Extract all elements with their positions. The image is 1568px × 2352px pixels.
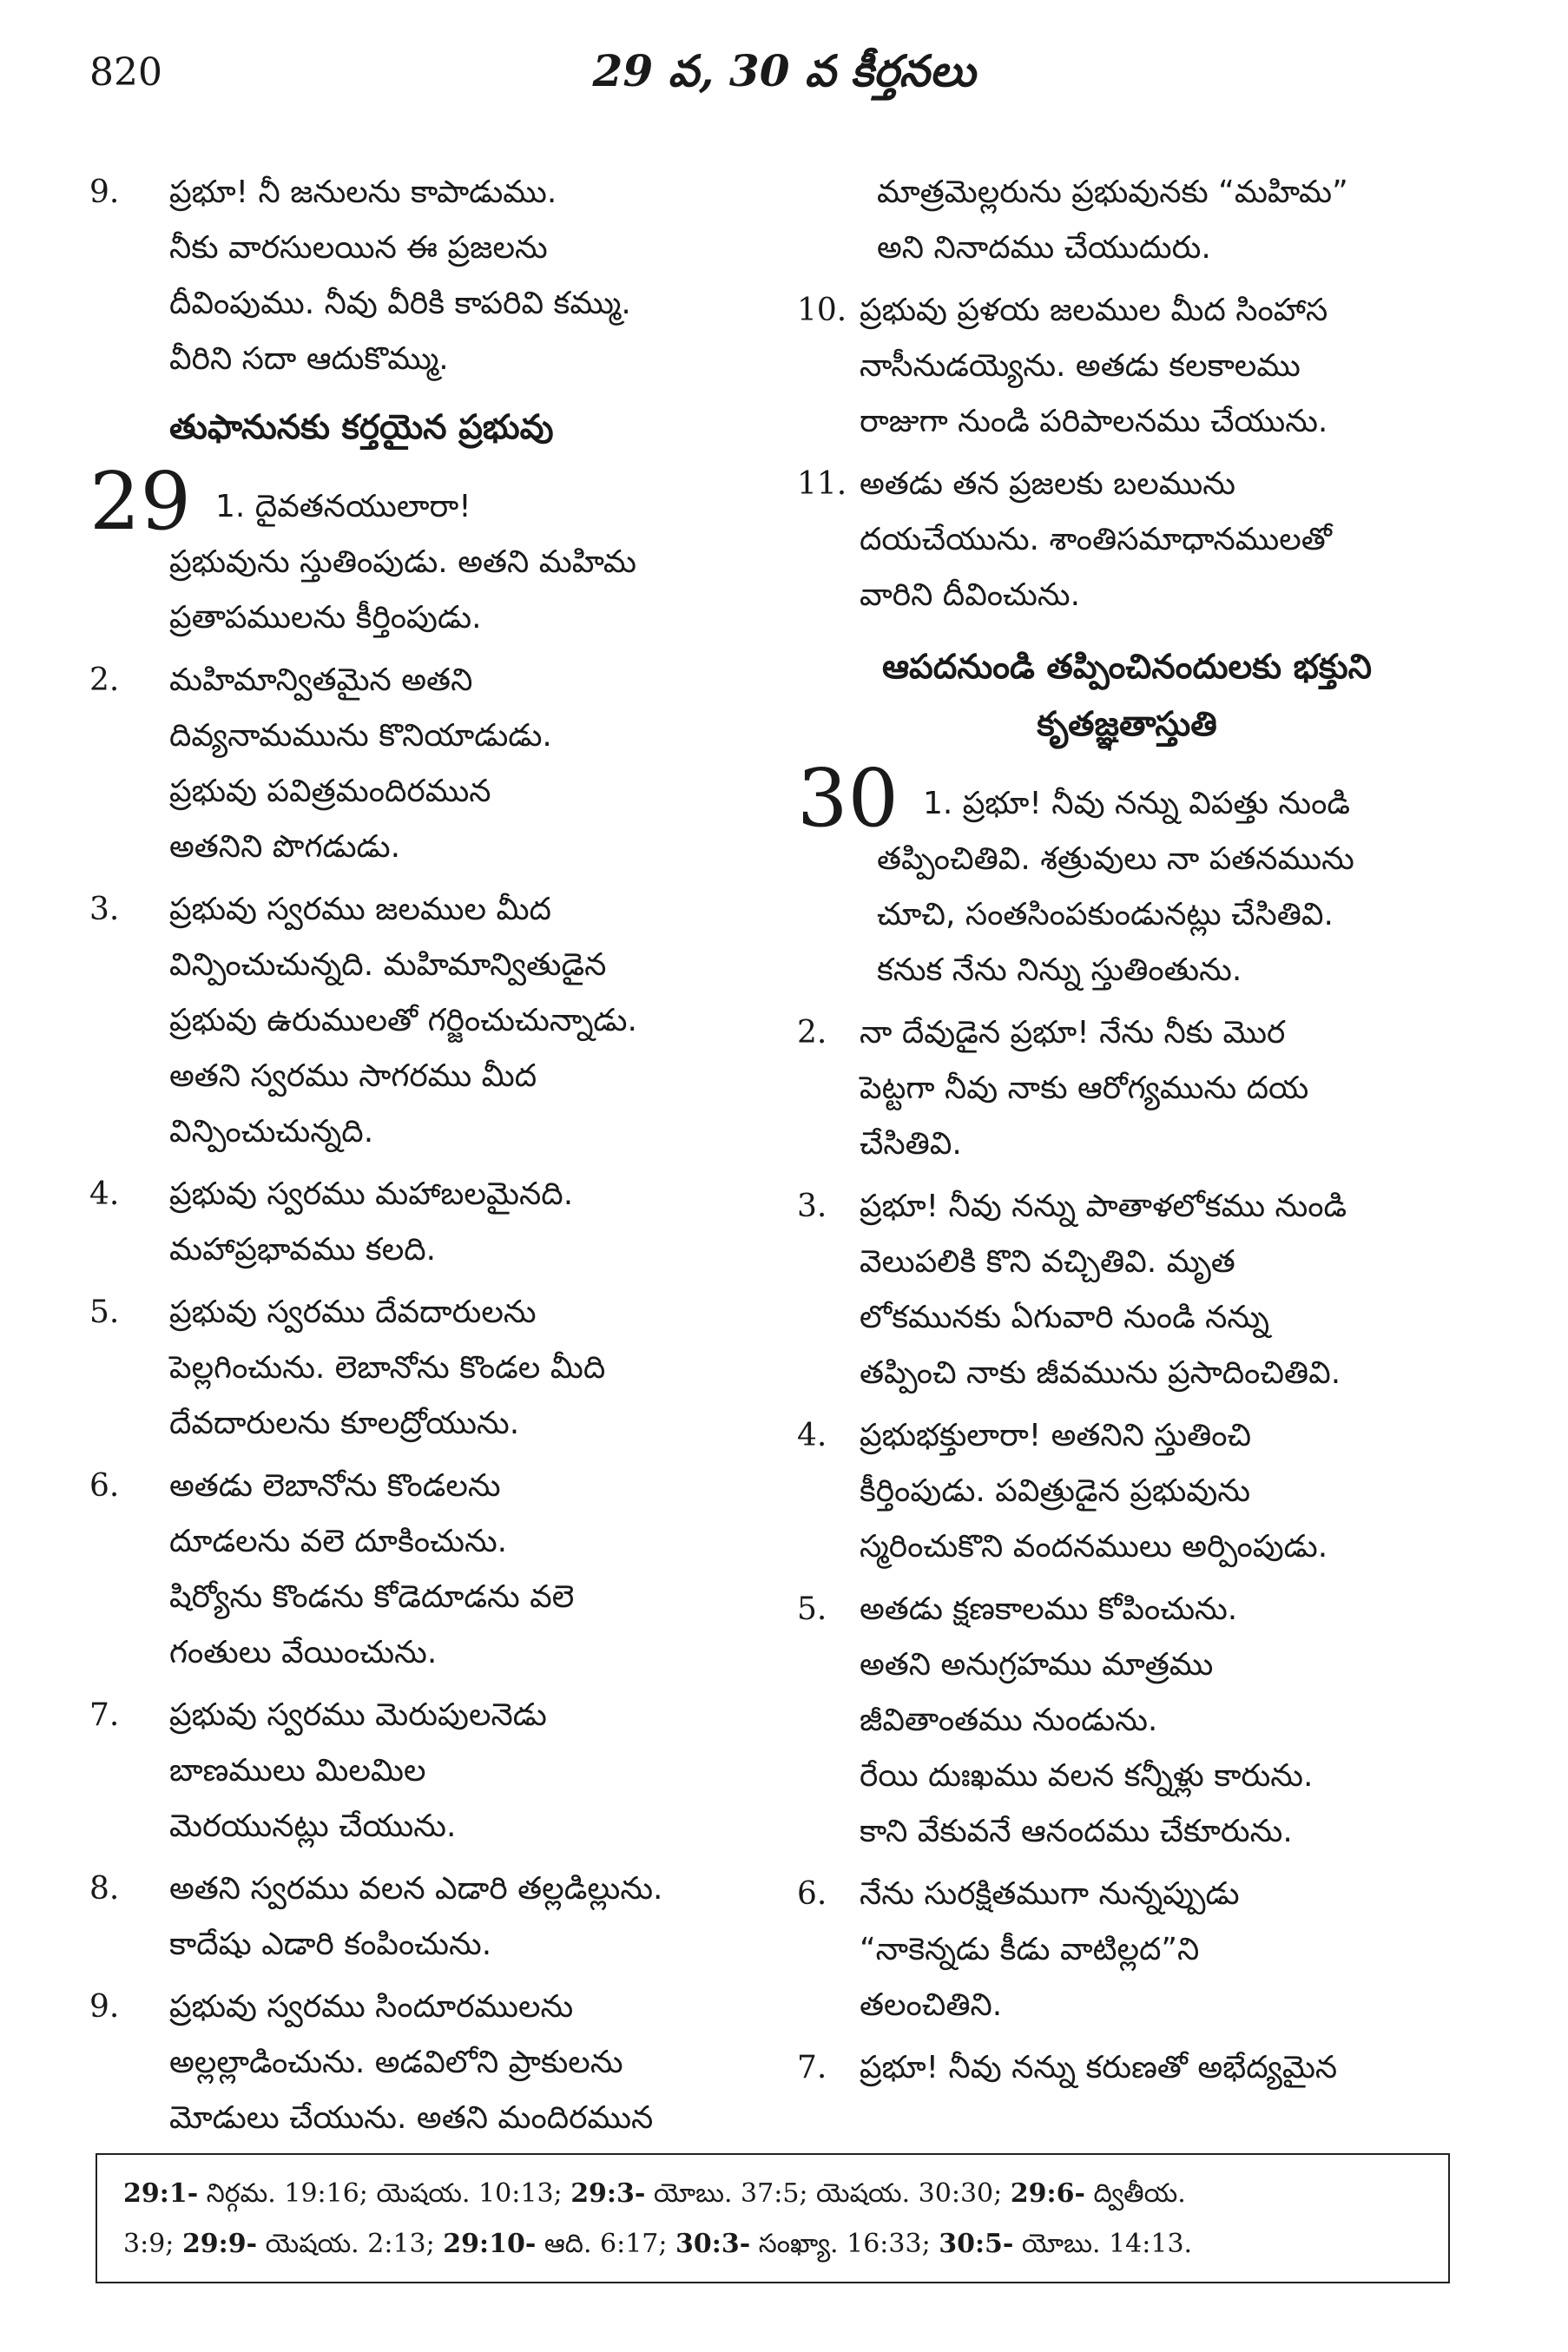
verse-number: 4. [797,1418,827,1453]
verse-line: నీకు వారసులయిన ఈ ప్రజలను [169,230,548,266]
verse-line: తప్పించితివి. శత్రువులు నా పతనమును [877,841,1354,877]
verse-line: ప్రభుభక్తులారా! అతనిని స్తుతించి [860,1418,1252,1453]
verse-number: 3. [797,1189,827,1224]
verse-line: అతడు లెబానోను కొండలను [169,1468,501,1504]
verse [89,882,775,1160]
verse-number: 7. [89,1697,120,1733]
verse-line: అని నినాదము చేయుదురు. [877,230,1211,266]
chapter-number: 30 [797,752,899,845]
heading-line: కృతజ్ఞతాస్తుతి [1037,705,1217,744]
verse-line: అతని స్వరము వలన ఎడారి తల్లడిల్లును. [169,1871,663,1907]
verse-line: 1. ప్రభూ! నీవు నన్ను విపత్తు నుండి [923,786,1350,821]
verse-text [169,1688,775,1855]
verse-text [860,2040,1457,2096]
verse-text [169,1167,775,1278]
verse-line: మాత్రమెల్లరును ప్రభువునకు “మహిమ” [877,175,1348,210]
psalm-30-heading [797,639,1457,754]
verse-line: అల్లల్లాడించును. అడవిలోని ప్రాకులను [169,2045,623,2080]
verse-text [169,1980,775,2146]
left-column [89,165,775,2153]
footnote-text: యోబు. 14:13. [1013,2229,1193,2259]
verse-line: ప్రభువు స్వరము దేవదారులను [169,1295,537,1330]
verse-line: జీవితాంతము నుండును. [860,1703,1158,1738]
verse-line: ప్రభువును స్తుతింపుడు. అతని మహిమ [169,544,636,580]
verse-line: ప్రభూ! నీ జనులను కాపాడుము. [169,175,557,210]
verse-line: దివ్యనామమును కొనియాడుడు. [169,718,552,754]
verse-number: 11. [797,466,847,502]
verse [797,1408,1457,1575]
verse-line: బాణములు మిలమిల [169,1753,426,1789]
verse [797,1582,1457,1860]
verse-line: ప్రభువు స్వరము మహాబలమైనది. [169,1176,574,1212]
chapter-number: 29 [89,455,192,548]
verse-list [797,283,1457,623]
verse [89,1861,775,1973]
verse-line: దేవదారులను కూలద్రోయును. [169,1406,520,1441]
verse-number: 4. [89,1176,120,1212]
cross-reference-footnote [96,2153,1450,2283]
verse-text [169,165,775,387]
verse-line: మెరయునట్లు చేయును. [169,1808,457,1844]
verse-text [797,832,1457,998]
verse-number: 2. [89,662,120,698]
verse-line: షిర్యోను కొండను కోడెదూడను వలె [169,1579,575,1615]
verse-line: అతని అనుగ్రహము మాత్రము [860,1647,1214,1683]
verse-text [169,1285,775,1452]
verse-line: చేసితివి. [860,1126,962,1162]
verse-line: కాని వేకువనే ఆనందము చేకూరును. [860,1814,1293,1849]
verse-line: ప్రభువు స్వరము సిందూరములను [169,1989,574,2025]
verse-line: ప్రభూ! నీవు నన్ను కరుణతో అభేద్యమైన [860,2050,1338,2085]
footnote-text: యెషయ. 2:13; [257,2229,444,2259]
verse [89,1980,775,2146]
verse-text [860,1582,1457,1860]
verse-number: 9. [89,175,120,210]
verse [89,653,775,875]
running-title: 29 వ, 30 వ కీర్తనలు [592,45,976,96]
psalm-29-opening [89,457,775,646]
footnote-reference: 29:3- [570,2178,646,2209]
right-column [797,165,1457,2103]
verse-text [169,653,775,875]
verse-line: తప్పించి నాకు జీవమును ప్రసాదించితివి. [860,1355,1341,1391]
verse-line: మహాప్రభావము కలది. [169,1232,437,1268]
verse-line: రాజుగా నుండి పరిపాలనము చేయును. [860,404,1328,439]
verse-line: దయచేయును. శాంతిసమాధానములతో [860,522,1332,557]
verse [797,283,1457,450]
footnote-reference: 29:9- [181,2229,258,2259]
verse-text [860,1408,1457,1575]
verse-line: స్మరించుకొని వందనములు అర్పింపుడు. [860,1529,1328,1565]
footnote-text: ద్వితీయ. [1084,2178,1186,2209]
verse-line: నా దేవుడైన ప్రభూ! నేను నీకు మొర [860,1015,1286,1051]
verse-number: 6. [797,1876,827,1912]
footnote-text: ఆది. 6:17; [536,2229,676,2259]
verse-line: ప్రతాపములను కీర్తింపుడు. [169,600,482,636]
verse-text [860,1867,1457,2033]
verse [797,1179,1457,1401]
verse-number: 7. [797,2050,827,2085]
verse-line: అతనిని పొగడుడు. [169,829,401,865]
verse [89,1688,775,1855]
psalm-30-opening [797,754,1457,998]
verse-continuation [797,165,1457,276]
verse-list [89,653,775,2146]
heading-line: ఆపదనుండి తప్పించినందులకు భక్తుని [881,648,1373,687]
verse-line: ప్రభువు స్వరము మెరుపులనెడు [169,1697,547,1733]
psalm-29-heading: తుఫానునకు కర్తయైన ప్రభువు [169,408,554,447]
verse-line: ప్రభువు ప్రళయ జలముల మీద సింహాస [860,293,1328,328]
verse-line: వారిని దీవించును. [860,577,1081,613]
verse-line: ప్రభువు స్వరము జలముల మీద [169,892,551,927]
verse [797,457,1457,623]
verse-line: కీర్తింపుడు. పవిత్రుడైన ప్రభువును [860,1473,1251,1509]
verse [797,2040,1457,2096]
verse-text [169,882,775,1160]
verse-line: దూడలను వలె దూకించును. [169,1524,508,1559]
verse-line: అతడు క్షణకాలము కోపించును. [860,1591,1238,1627]
footnote-line [123,2169,1422,2219]
verse-line: ప్రభువు ఉరుములతో గర్జించుచున్నాడు. [169,1003,637,1038]
verse-text [169,1459,775,1681]
verse-number: 5. [797,1591,827,1627]
verse-line: మోడులు చేయును. అతని మందిరమున [169,2100,654,2136]
verse-text [89,535,775,646]
verse-text [860,283,1457,450]
page-number: 820 [89,50,162,95]
footnote-text: యోబు. 37:5; యెషయ. 30:30; [645,2178,1011,2209]
verse-line: కనుక నేను నిన్ను స్తుతింతును. [877,952,1242,988]
verse-line: లోకమునకు ఏగువారి నుండి నన్ను [860,1300,1270,1335]
verse-line: “నాకెన్నడు కీడు వాటిల్లద”ని [860,1932,1200,1967]
verse-line: నేను సురక్షితముగా నున్నప్పుడు [860,1876,1240,1912]
footnote-reference: 29:10- [443,2229,537,2259]
verse-line: విన్పించుచున్నది. [169,1114,374,1150]
verse [89,1459,775,1681]
verse-line: 1. దైవతనయులారా! [215,489,471,524]
footnote-text: 3:9; [123,2229,182,2259]
verse [797,1005,1457,1172]
verse-text [860,1005,1457,1172]
verse-line: కాదేషు ఎడారి కంపించును. [169,1927,492,1962]
verse-line: పెట్టగా నీవు నాకు ఆరోగ్యమును దయ [860,1071,1309,1106]
verse [89,1285,775,1452]
verse [89,1167,775,1278]
verse-line: విన్పించుచున్నది. మహిమాన్వితుడైన [169,947,607,983]
verse-line: అతని స్వరము సాగరము మీద [169,1058,537,1094]
verse-line: అతడు తన ప్రజలకు బలమును [860,466,1235,502]
verse-text [169,1861,775,1973]
verse-text [860,457,1457,623]
footnote-reference: 29:1- [123,2178,199,2209]
verse-number: 5. [89,1295,120,1330]
verse-line: పెల్లగించును. లెబానోను కొండల మీది [169,1350,606,1386]
verse-line: రేయి దుఃఖము వలన కన్నీళ్లు కారును. [860,1758,1314,1794]
verse-number: 3. [89,892,120,927]
verse-number: 10. [797,293,847,328]
verse-text [860,1179,1457,1401]
verse-line: తలంచితిని. [860,1987,1003,2023]
footnote-text: నిర్గమ. 19:16; యెషయ. 10:13; [198,2178,571,2209]
verse-line: ప్రభువు పవిత్రమందిరమున [169,774,491,809]
footnote-reference: 30:5- [939,2229,1014,2259]
verse-number: 2. [797,1015,827,1051]
verse-line: ప్రభూ! నీవు నన్ను పాతాళలోకము నుండి [860,1189,1347,1224]
footnote-line [123,2219,1422,2270]
verse [89,165,775,387]
footnote-reference: 29:6- [1010,2178,1085,2209]
verse-list [797,1005,1457,2096]
verse-line: మహిమాన్వితమైన అతని [169,662,473,698]
verse-line: గంతులు వేయించును. [169,1635,438,1670]
verse-number: 8. [89,1871,120,1907]
footnote-reference: 30:3- [675,2229,751,2259]
verse-number: 6. [89,1468,120,1504]
verse-number: 9. [89,1989,120,2025]
verse [797,1867,1457,2033]
verse-line: నాసీనుడయ్యెను. అతడు కలకాలము [860,348,1301,384]
verse-line: చూచి, సంతసింపకుండునట్లు చేసితివి. [877,897,1334,932]
verse-line: దీవింపుము. నీవు వీరికి కాపరివి కమ్ము. [169,286,631,321]
verse-line: వీరిని సదా ఆదుకొమ్ము. [169,341,449,377]
footnote-text: సంఖ్యా. 16:33; [750,2229,939,2259]
verse-line: వెలుపలికి కొని వచ్చితివి. మృత [860,1244,1235,1280]
